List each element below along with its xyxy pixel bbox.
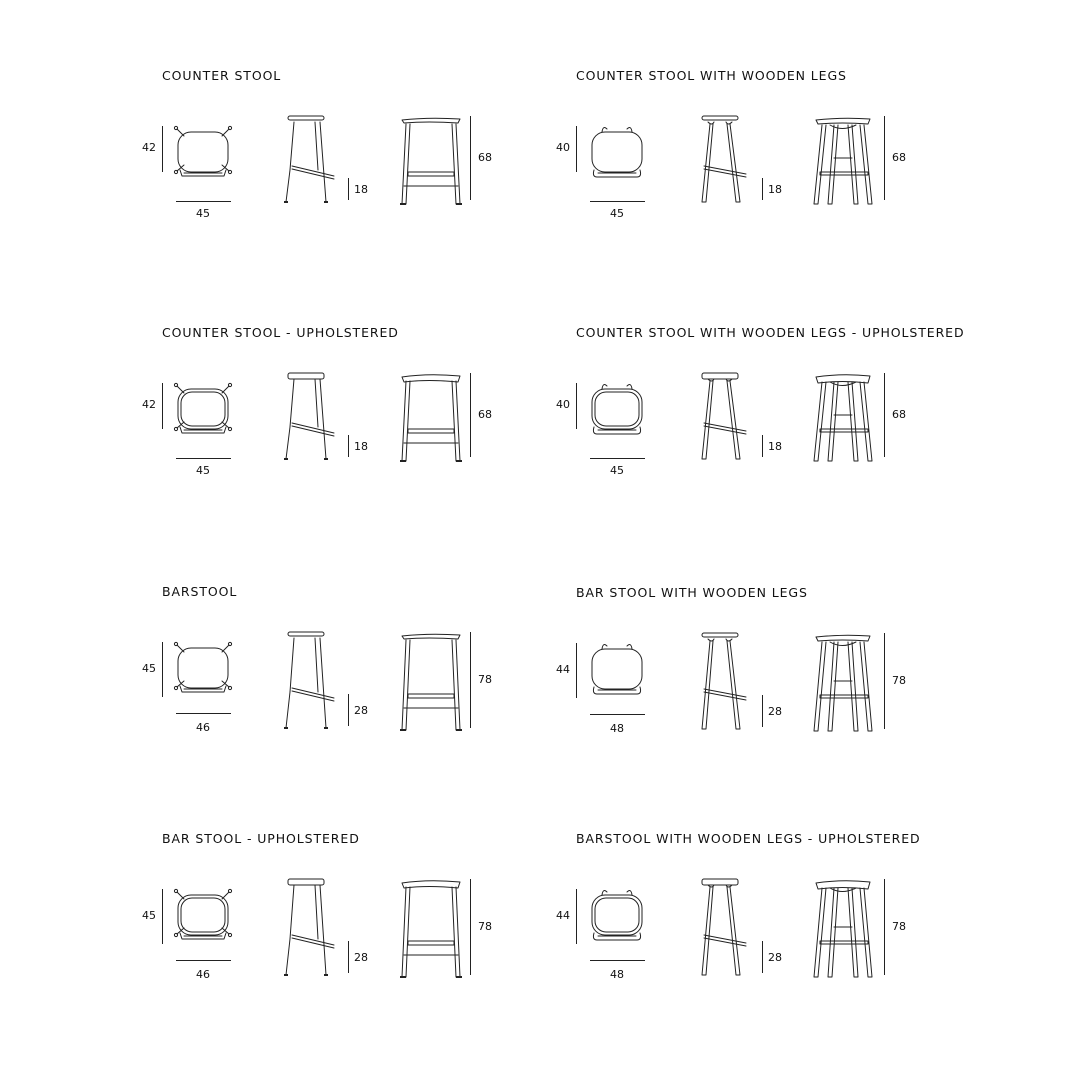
stool-title: BAR STOOL - UPHOLSTERED (162, 831, 360, 846)
front-view-drawing (812, 633, 878, 737)
front-view-outline (400, 881, 462, 978)
width-dimension-label: 45 (196, 207, 210, 220)
seat-height-dimension-line (470, 373, 471, 457)
stool-title: BARSTOOL (162, 584, 238, 599)
stool-title: BAR STOOL WITH WOODEN LEGS (576, 585, 808, 600)
width-dimension-label: 45 (610, 207, 624, 220)
stool-title: COUNTER STOOL - UPHOLSTERED (162, 325, 399, 340)
seat-height-dimension-label: 78 (892, 674, 906, 687)
depth-dimension-line (162, 889, 163, 944)
seat-height-dimension-label: 78 (892, 920, 906, 933)
footrest-dimension-line (762, 435, 763, 457)
front-view-drawing (812, 879, 878, 983)
footrest-dimension-label: 18 (768, 183, 782, 196)
seat-height-dimension-label: 68 (478, 408, 492, 421)
footrest-dimension-line (348, 435, 349, 457)
front-view-outline (814, 375, 872, 461)
footrest-dimension-label: 28 (354, 704, 368, 717)
footrest-dimension-line (762, 695, 763, 727)
side-view-outline (284, 373, 334, 460)
seat-height-dimension-line (884, 373, 885, 457)
seat-height-dimension-line (470, 116, 471, 200)
footrest-dimension-label: 18 (354, 183, 368, 196)
stool-card (556, 68, 996, 238)
front-view-outline (814, 635, 872, 731)
top-view-outline (592, 891, 642, 940)
side-view-drawing (280, 114, 340, 218)
width-dimension-line (590, 960, 645, 961)
seat-height-dimension-label: 78 (478, 673, 492, 686)
depth-dimension-label: 44 (556, 908, 570, 922)
width-dimension-line (590, 201, 645, 202)
seat-height-dimension-line (884, 116, 885, 200)
depth-dimension-line (576, 643, 577, 698)
side-view-drawing (280, 371, 340, 475)
stool-title: COUNTER STOOL (162, 68, 282, 83)
footrest-dimension-line (762, 941, 763, 973)
depth-dimension-line (576, 126, 577, 172)
width-dimension-line (176, 713, 231, 714)
depth-dimension-label: 40 (556, 141, 570, 154)
footrest-dimension-line (348, 694, 349, 726)
side-view-drawing (694, 631, 754, 735)
front-view-outline (814, 881, 872, 977)
width-dimension-line (176, 458, 231, 459)
footrest-dimension-label: 28 (768, 705, 782, 718)
footrest-dimension-label: 28 (768, 951, 782, 964)
depth-dimension-label: 45 (142, 908, 156, 922)
width-dimension-line (590, 714, 645, 715)
depth-dimension-line (162, 383, 163, 429)
top-view-drawing (170, 122, 236, 180)
stool-title: COUNTER STOOL WITH WOODEN LEGS (576, 68, 847, 83)
seat-height-dimension-label: 68 (478, 151, 492, 164)
side-view-drawing (694, 114, 754, 218)
footrest-dimension-line (348, 941, 349, 973)
width-dimension-line (176, 201, 231, 202)
depth-dimension-line (576, 383, 577, 429)
front-view-outline (814, 118, 872, 204)
footrest-dimension-label: 18 (768, 440, 782, 453)
seat-height-dimension-label: 68 (892, 151, 906, 164)
top-view-drawing (170, 638, 236, 696)
seat-height-dimension-line (884, 879, 885, 975)
front-view-drawing (812, 116, 878, 220)
stool-card (142, 584, 582, 754)
seat-height-dimension-label: 68 (892, 408, 906, 421)
width-dimension-line (176, 960, 231, 961)
front-view-drawing (812, 373, 878, 477)
side-view-drawing (280, 877, 340, 981)
depth-dimension-line (162, 642, 163, 697)
side-view-outline (702, 373, 746, 459)
top-view-drawing (584, 885, 650, 943)
stool-title: BARSTOOL WITH WOODEN LEGS - UPHOLSTERED (576, 831, 921, 846)
side-view-outline (702, 116, 746, 202)
stool-card (142, 831, 582, 1001)
top-view-drawing (170, 885, 236, 943)
top-view-outline (174, 889, 231, 939)
top-view-outline (174, 383, 231, 433)
depth-dimension-label: 40 (556, 398, 570, 411)
width-dimension-label: 45 (196, 464, 210, 477)
stool-card (556, 585, 996, 755)
front-view-drawing (398, 116, 464, 220)
top-view-outline (592, 128, 642, 177)
side-view-outline (702, 633, 746, 729)
footrest-dimension-label: 18 (354, 440, 368, 453)
width-dimension-label: 46 (196, 968, 210, 981)
footrest-dimension-label: 28 (354, 951, 368, 964)
stool-card (556, 325, 996, 495)
front-view-outline (400, 375, 462, 462)
front-view-drawing (398, 373, 464, 477)
top-view-drawing (170, 379, 236, 437)
top-view-outline (174, 126, 231, 176)
stool-title: COUNTER STOOL WITH WOODEN LEGS - UPHOLSTERED (576, 325, 965, 340)
front-view-drawing (398, 632, 464, 736)
side-view-outline (284, 632, 334, 729)
front-view-drawing (398, 879, 464, 983)
top-view-drawing (584, 122, 650, 180)
side-view-drawing (280, 630, 340, 734)
top-view-drawing (584, 639, 650, 697)
depth-dimension-label: 42 (142, 141, 156, 154)
seat-height-dimension-line (470, 879, 471, 975)
footrest-dimension-line (762, 178, 763, 200)
top-view-outline (592, 385, 642, 434)
front-view-outline (400, 118, 462, 205)
width-dimension-label: 46 (196, 721, 210, 734)
stool-card (556, 831, 996, 1001)
stool-card (142, 68, 582, 238)
depth-dimension-line (162, 126, 163, 172)
front-view-outline (400, 634, 462, 731)
depth-dimension-line (576, 889, 577, 944)
stool-card (142, 325, 582, 495)
top-view-outline (592, 645, 642, 694)
side-view-outline (702, 879, 746, 975)
depth-dimension-label: 42 (142, 398, 156, 411)
width-dimension-label: 48 (610, 722, 624, 735)
footrest-dimension-line (348, 178, 349, 200)
depth-dimension-label: 45 (142, 661, 156, 675)
width-dimension-label: 45 (610, 464, 624, 477)
seat-height-dimension-label: 78 (478, 920, 492, 933)
width-dimension-line (590, 458, 645, 459)
top-view-drawing (584, 379, 650, 437)
width-dimension-label: 48 (610, 968, 624, 981)
depth-dimension-label: 44 (556, 662, 570, 676)
seat-height-dimension-line (470, 632, 471, 728)
side-view-outline (284, 116, 334, 203)
seat-height-dimension-line (884, 633, 885, 729)
side-view-drawing (694, 371, 754, 475)
side-view-outline (284, 879, 334, 976)
side-view-drawing (694, 877, 754, 981)
top-view-outline (174, 642, 231, 692)
